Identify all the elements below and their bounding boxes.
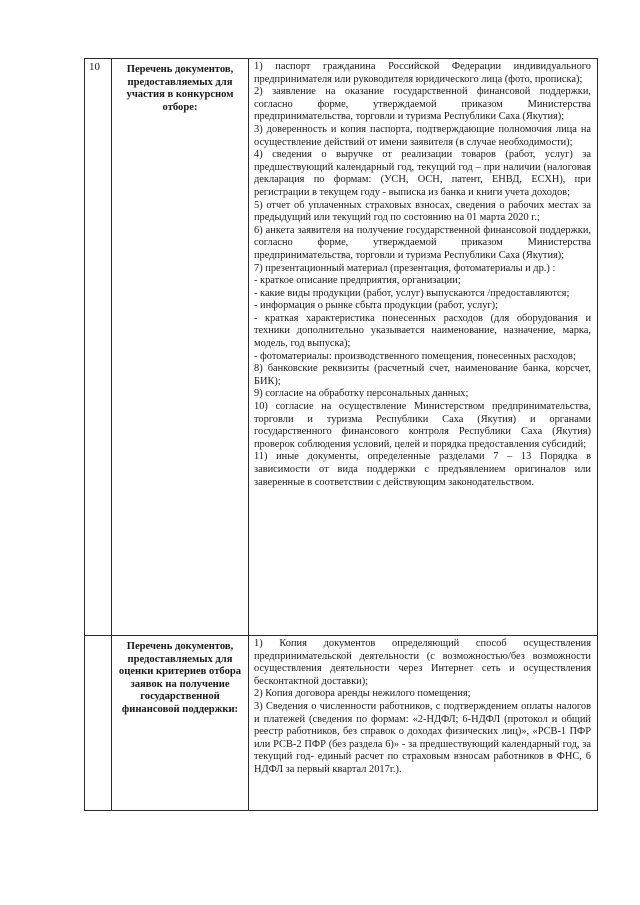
table-row xyxy=(85,59,598,636)
list-item: 1) паспорт гражданина Российской Федерации индивидуального предпринимателя или руководителя юридического лица (фото, прописка); xyxy=(254,61,591,85)
list-item: - фотоматериалы: производственного помещения, понесенных расходов; xyxy=(254,350,576,362)
list-item: 10) согласие на осуществление Министерством предпринимательства, торговли и туризма Республики Саха (Якутия) и органами государственного финансового контроля Республики Саха (Якутия) проверок соблюдения условий, целей и порядка предоставления субсидий; xyxy=(254,401,591,450)
list-item: 2) Копия договора аренды нежилого помещения; xyxy=(254,688,471,700)
list-item: 3) доверенность и копия паспорта, подтверждающие полномочия лица на осуществление действий от имени заявителя (в случае необходимости); xyxy=(254,123,591,148)
row-heading: Перечень документов, предоставляемых для оценки критериев отбора заявок на получение государственной финансовой поддержки: xyxy=(112,636,249,811)
list-item: - краткое описание предприятия, организации; xyxy=(254,275,461,287)
row-number xyxy=(85,636,112,811)
list-item: 3) Сведения о численности работников, с подтверждением оплаты налогов и платежей (сведения по формам: «2-НДФЛ; 6-НДФЛ (протокол и общий реестр работников, без справок о доходах физических лиц)», «РСВ-1 ПФР или РСВ-2 ПФР (без раздела 6)» - за предшествующий календарный год, за текущий год- единый расчет по страховым взносам работников в ФНС, 6 НДФЛ за первый квартал 2017г.). xyxy=(254,700,591,775)
list-item: 5) отчет об уплаченных страховых взносах, сведения о рабочих местах за предыдущий или текущий год по состоянию на 01 марта 2020 г.; xyxy=(254,199,591,224)
list-item: 9) согласие на обработку персональных данных; xyxy=(254,388,469,400)
list-item: 6) анкета заявителя на получение государственной финансовой поддержки, согласно форме, утверждаемой приказом Министерства предпринимательства, торговли и туризма Республики Саха (Якутия); xyxy=(254,224,591,261)
list-item: 8) банковские реквизиты (расчетный счет, наименование банка, корсчет, БИК); xyxy=(254,363,591,387)
list-item: - краткая характеристика понесенных расходов (для оборудования и техники дополнительно указывается наименование, назначение, марка, модель, год выпуска); xyxy=(254,312,591,350)
list-item: 4) сведения о выручке от реализации товаров (работ, услуг) за предшествующий календарный год, текущий год – при наличии (налоговая декларация по формам: (УСН, ОСН, патент, ЕНВД, ЕСХН), при регистрации в текущем году - выписка из банка и книги учета доходов; xyxy=(254,149,591,198)
row-content xyxy=(249,636,598,811)
row-number: 10 xyxy=(85,59,112,636)
list-item: 7) презентационный материал (презентация, фотоматериалы и др.) : xyxy=(254,262,556,274)
list-item: - информация о рынке сбыта продукции (работ, услуг); xyxy=(254,300,498,312)
list-item: 1) Копия документов определяющий способ осуществления предпринимательской деятельности (с возможностью/без возможности осуществления деятельности через Интернет сеть и осуществления бесконтактной доставки); xyxy=(254,638,591,687)
row-content xyxy=(249,59,598,636)
list-item: 11) иные документы, определенные разделами 7 – 13 Порядка в зависимости от вида поддержки с предъявлением оригиналов или заверенные в соответствии с действующим законодательством. xyxy=(254,451,591,488)
documents-table xyxy=(84,58,598,811)
list-item: - какие виды продукции (работ, услуг) выпускаются /предоставляются; xyxy=(254,287,570,299)
row-heading: Перечень документов, предоставляемых для участия в конкурсном отборе: xyxy=(112,59,249,636)
list-item: 2) заявление на оказание государственной финансовой поддержки, согласно форме, утверждаемой приказом Министерства предпринимательства, торговли и туризма Республики Саха (Якутия); xyxy=(254,86,591,123)
table-row xyxy=(85,636,598,811)
